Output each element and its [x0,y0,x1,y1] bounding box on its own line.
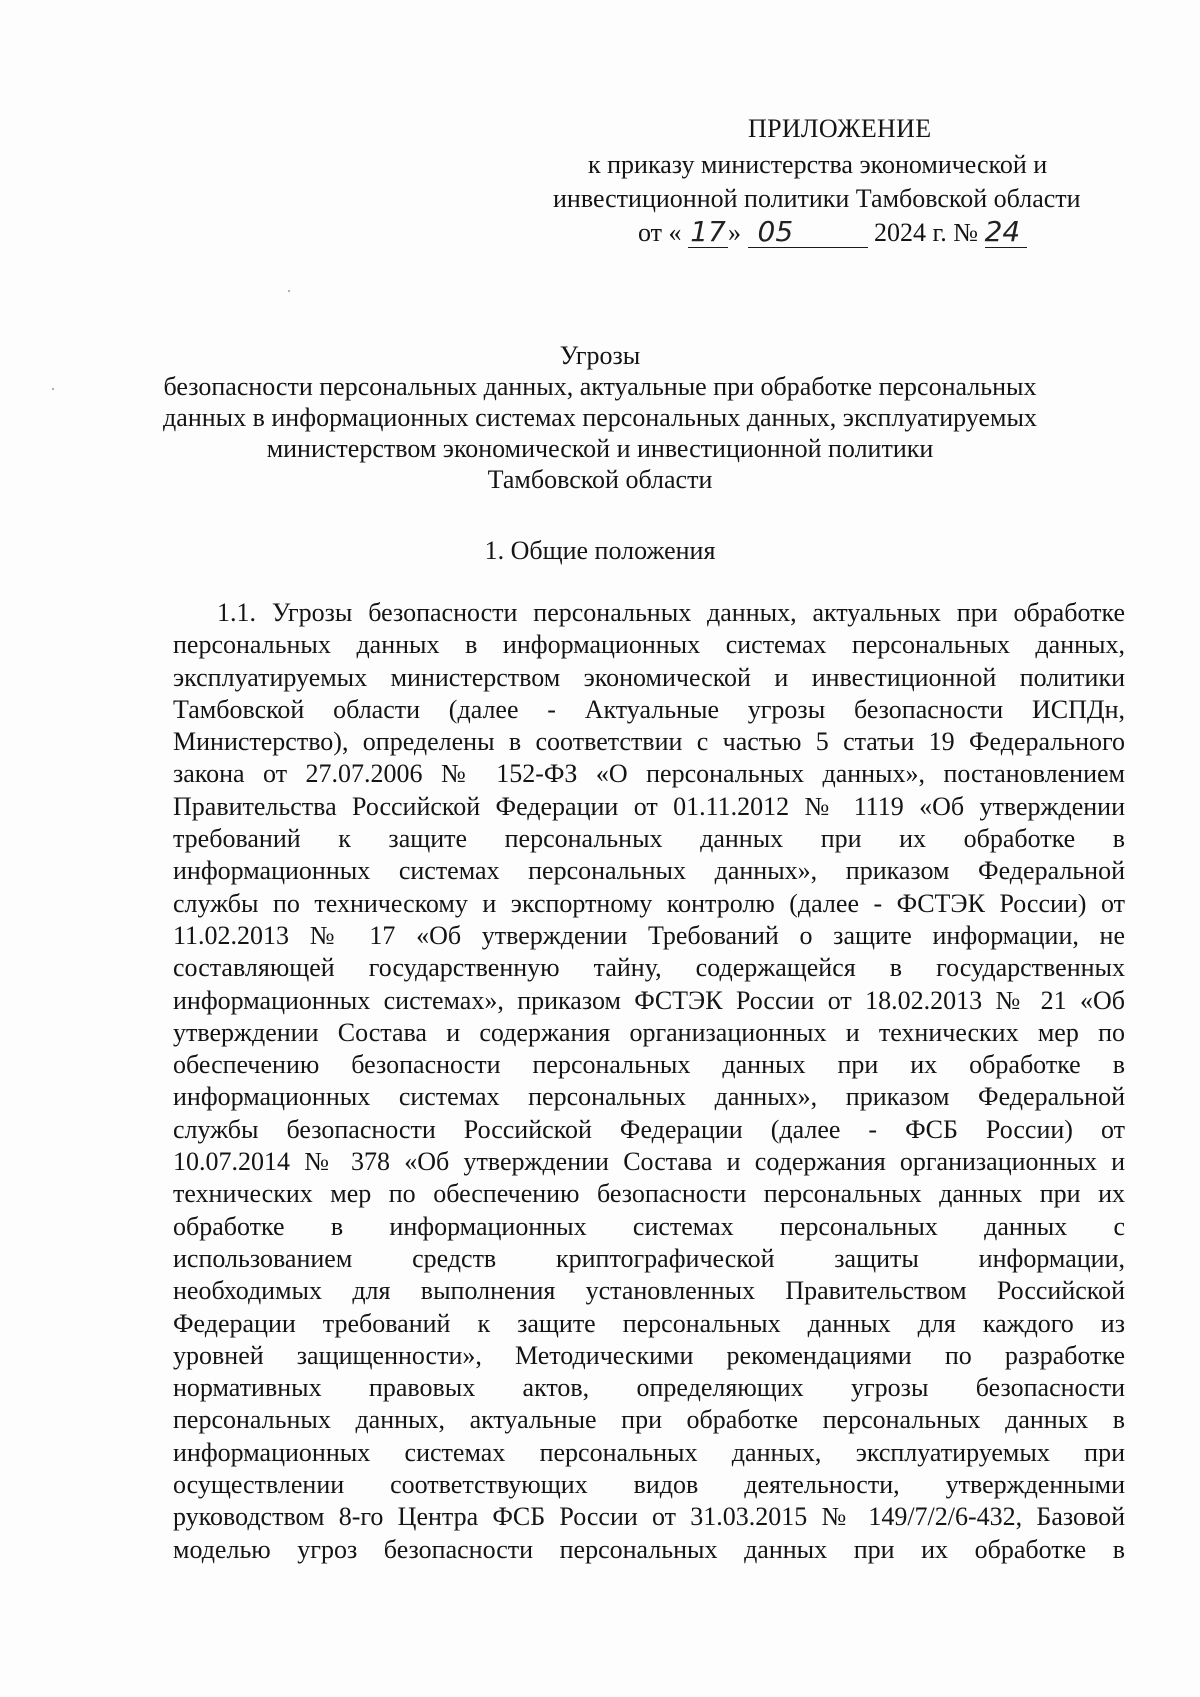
title-line: данных в информационных системах персональных данных, эксплуатируемых [163,403,1037,432]
paragraph-line: персональных данных, актуальные при обработке персональных данных в [173,1405,1125,1435]
paragraph-1-1 [173,597,1125,1566]
date-quote-close: » [728,218,742,247]
attachment-title: ПРИЛОЖЕНИЕ [748,114,932,143]
date-prefix: от « [638,218,682,247]
paragraph-line: нормативных правовых актов, определяющих угрозы безопасности [173,1373,1125,1403]
paragraph-line: требований к защите персональных данных при их обработке в [173,824,1125,854]
paragraph-line: использованием средств криптографической защиты информации, [173,1243,1125,1273]
title-line: министерством экономической и инвестиционной политики [266,434,934,463]
paragraph-line: службы безопасности Российской Федерации (далее - ФСБ России) от [173,1114,1125,1144]
section-heading: 1. Общие положения [484,536,716,565]
paragraph-line: 11.02.2013 № 17 «Об утверждении Требований о защите информации, не [173,920,1125,950]
paragraph-line: уровней защищенности», Методическими рекомендациями по разработке [173,1340,1125,1370]
handwritten-month: 05 [748,217,868,248]
paragraph-line: Правительства Российской Федерации от 01.11.2012 № 1119 «Об утверждении [173,791,1125,821]
attachment-date-line [638,216,1027,249]
scan-speck [288,290,290,292]
paragraph-line: Тамбовской области (далее - Актуальные угрозы безопасности ИСПДн, [173,694,1125,724]
paragraph-line: информационных системах персональных данных, эксплуатируемых при [173,1437,1125,1467]
title-line: Тамбовской области [487,465,713,494]
handwritten-order-number: 24 [985,217,1027,248]
paragraph-line: технических мер по обеспечению безопасности персональных данных при их [173,1179,1125,1209]
paragraph-line: обработке в информационных системах персональных данных с [173,1211,1125,1241]
paragraph-line: эксплуатируемых министерством экономической и инвестиционной политики [173,662,1125,692]
paragraph-line: персональных данных в информационных системах персональных данных, [173,630,1125,660]
paragraph-line: обеспечению безопасности персональных данных при их обработке в [173,1050,1125,1080]
paragraph-line: утверждении Состава и содержания организационных и технических мер по [173,1017,1125,1047]
attachment-line-2: инвестиционной политики Тамбовской области [553,184,1081,213]
paragraph-line: службы по техническому и экспортному контролю (далее - ФСТЭК России) от [173,888,1125,918]
paragraph-line: 10.07.2014 № 378 «Об утверждении Состава и содержания организационных и [173,1147,1125,1177]
paragraph-line: 1.1. Угрозы безопасности персональных данных, актуальных при обработке [217,598,1125,627]
paragraph-line: информационных системах», приказом ФСТЭК России от 18.02.2013 № 21 «Об [173,985,1125,1015]
paragraph-line: Федерации требований к защите персональных данных для каждого из [173,1308,1125,1338]
paragraph-line: осуществлении соответствующих видов деятельности, утвержденными [173,1470,1125,1500]
handwritten-day: 17 [688,217,728,248]
title-line: безопасности персональных данных, актуальные при обработке персональных [163,372,1037,401]
paragraph-line: моделью угроз безопасности персональных данных при их обработке в [173,1534,1125,1564]
paragraph-line: Министерство), определены в соответствии с частью 5 статьи 19 Федерального [173,727,1125,757]
attachment-line-1: к приказу министерства экономической и [588,150,1048,179]
paragraph-line: необходимых для выполнения установленных Правительством Российской [173,1276,1125,1306]
title-line: Угрозы [559,341,641,370]
paragraph-line: информационных системах персональных данных», приказом Федеральной [173,856,1125,886]
document-title [150,340,1050,495]
paragraph-line: информационных системах персональных данных», приказом Федеральной [173,1082,1125,1112]
paragraph-line: составляющей государственную тайну, содержащейся в государственных [173,953,1125,983]
paragraph-line: руководством 8-го Центра ФСБ России от 31.03.2015 № 149/7/2/6-432, Базовой [173,1502,1125,1532]
scan-speck [52,388,54,390]
paragraph-line: закона от 27.07.2006 № 152-ФЗ «О персональных данных», постановлением [173,759,1125,789]
date-year: 2024 г. № [874,218,979,247]
